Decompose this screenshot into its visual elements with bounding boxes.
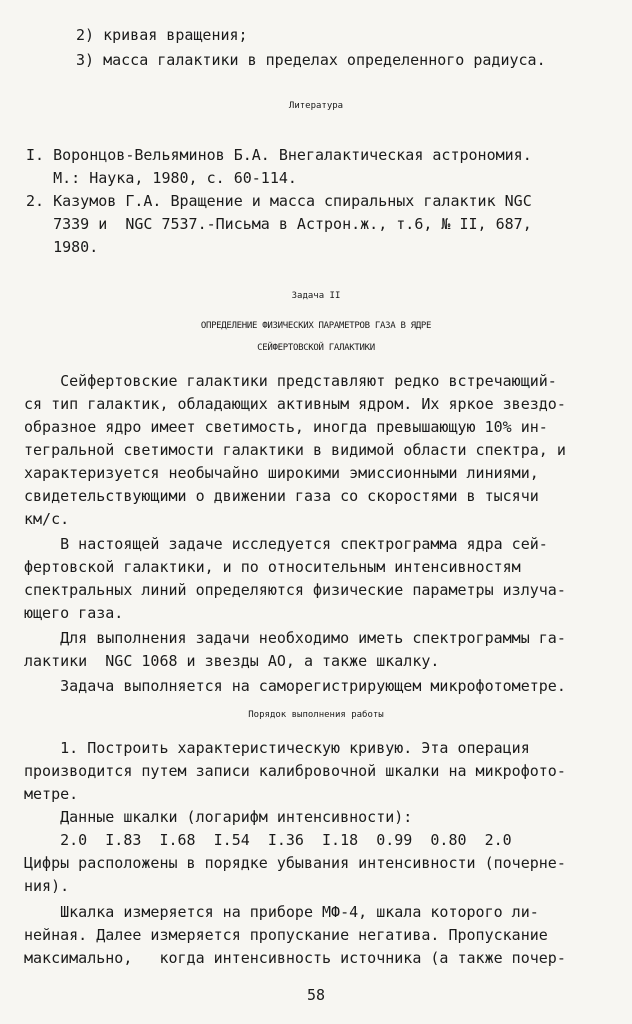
task-title-line: СЕЙФЕРТОВСКОЙ ГАЛАКТИКИ [257,343,375,353]
body-line: км/с. [24,510,70,528]
body-line: производится путем записи калибровочной шкалки на микрофото- [24,762,566,780]
list-item-2: 2) кривая вращения; [76,26,248,44]
body-line: ющего газа. [24,604,124,622]
body-line: Задача выполняется на саморегистрирующем микрофотометре. [24,677,566,695]
literature-heading: Литература [288,101,344,111]
body-line: 1. Построить характеристическую кривую. Эта операция [24,739,530,757]
reference-line: I. Воронцов-Вельяминов Б.А. Внегалактическая астрономия. [26,146,532,164]
task-heading: Задача II [291,291,341,301]
list-item-3: 3) масса галактики в пределах определенного радиуса. [76,51,546,69]
body-line: ся тип галактик, обладающих активным ядром. Их яркое звездо- [24,395,566,413]
reference-line: М.: Наука, 1980, с. 60-114. [26,169,297,187]
body-line: Данные шкалки (логарифм интенсивности): [24,808,413,826]
body-line: характеризуется необычайно широкими эмиссионными линиями, [24,464,539,482]
scale-values-line: 2.0 I.83 I.68 I.54 I.36 I.18 0.99 0.80 2.0 [24,831,512,849]
body-line: свидетельствующими о движении газа со скоростями в тысячи [24,487,539,505]
body-line: ния). [24,877,70,895]
body-line: Для выполнения задачи необходимо иметь спектрограммы га- [24,629,566,647]
body-line: Сейфертовские галактики представляют редко встречающий- [24,372,557,390]
body-line: В настоящей задаче исследуется спектрограмма ядра сей- [24,535,548,553]
body-line: Цифры расположены в порядке убывания интенсивности (почерне- [24,854,566,872]
body-line: лактики NGC 1068 и звезды АО, а также шкалку. [24,652,440,670]
reference-line: 7339 и NGC 7537.-Письма в Астрон.ж., т.6, № II, 687, [26,215,532,233]
page-number: 58 [306,986,326,1004]
body-line: образное ядро имеет светимость, иногда превышающую 10% ин- [24,418,548,436]
task-title-line: ОПРЕДЕЛЕНИЕ ФИЗИЧЕСКИХ ПАРАМЕТРОВ ГАЗА В ЯДРЕ [200,321,432,331]
body-line: метре. [24,785,79,803]
body-line: Шкалка измеряется на приборе МФ-4, шкала которого ли- [24,903,539,921]
order-heading: Порядок выполнения работы [248,710,384,720]
body-line: спектральных линий определяются физические параметры излуча- [24,581,566,599]
body-line: нейная. Далее измеряется пропускание негатива. Пропускание [24,926,548,944]
body-line: тегральной светимости галактики в видимой области спектра, и [24,441,566,459]
reference-line: 1980. [26,238,99,256]
body-line: фертовской галактики, и по относительным интенсивностям [24,558,521,576]
reference-line: 2. Казумов Г.А. Вращение и масса спиральных галактик NGC [26,192,532,210]
body-line: максимально, когда интенсивность источника (а также почер- [24,949,566,967]
